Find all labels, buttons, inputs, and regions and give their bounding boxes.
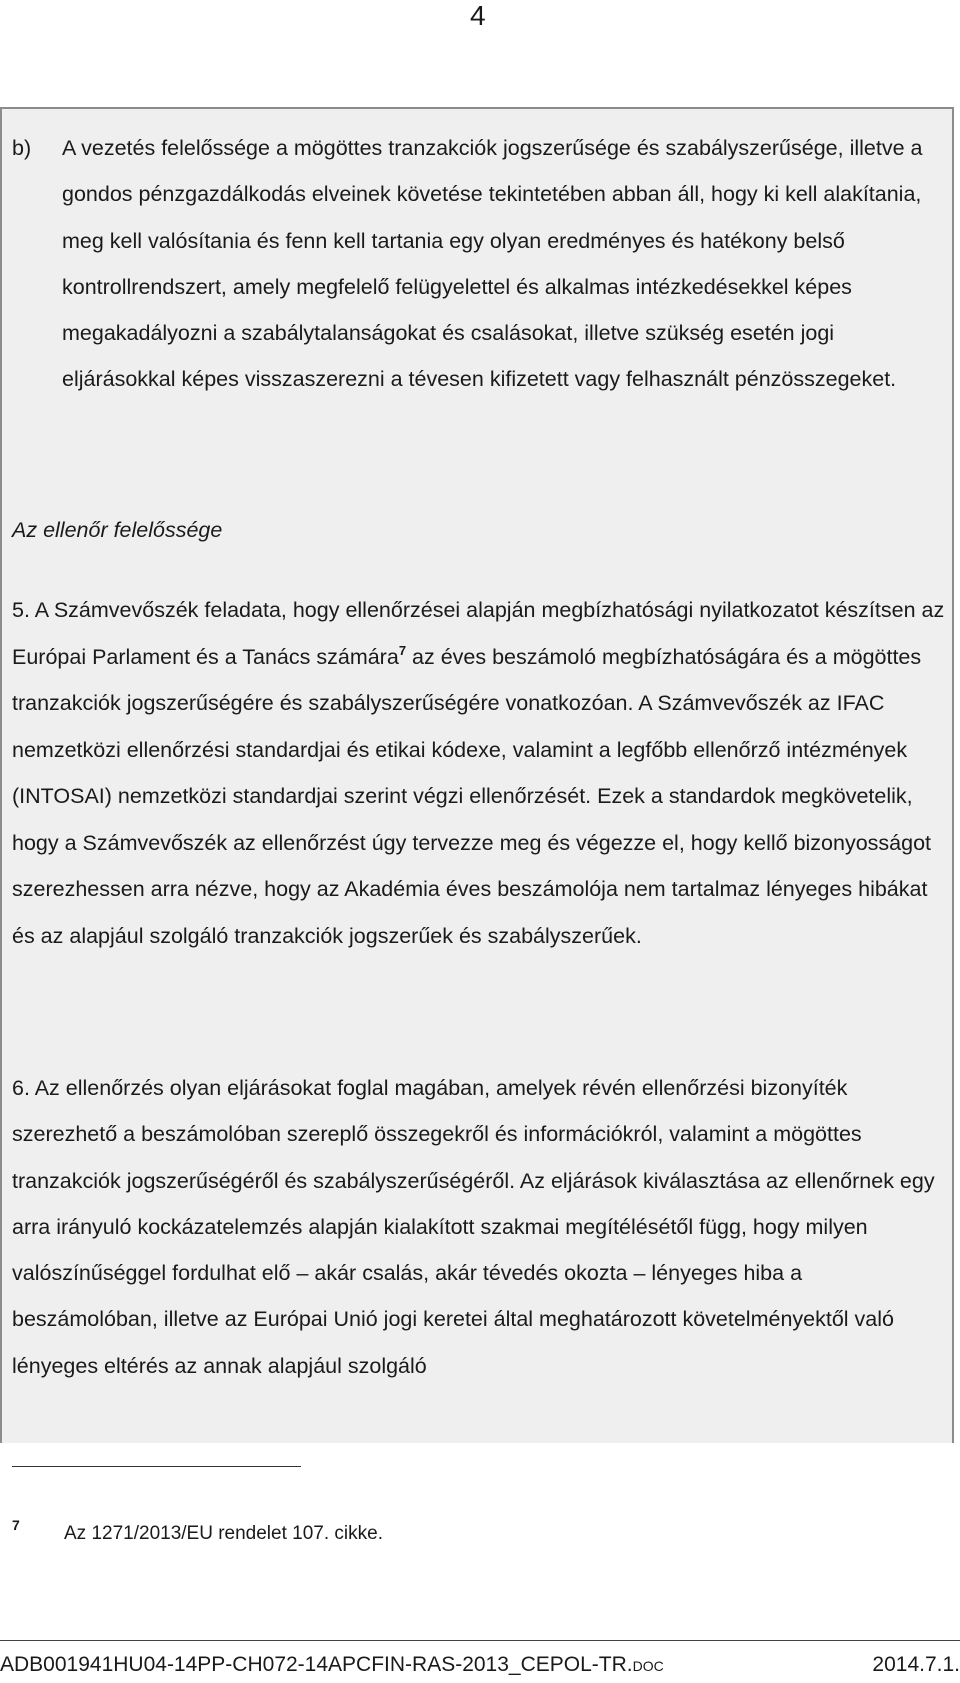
paragraph-b-label: b) (12, 136, 32, 160)
paragraph-b-text: A vezetés felelőssége a mögöttes tranzakciók jogszerűsége és szabályszerűsége, illetve a gondos pénzgazdálkodás elveinek követése tekintetében abban áll, hogy ki kell alakítania, meg kell valósítania és fenn kell tartania egy olyan eredményes és hatékony belső kontrollrendszert, amely megfelelő felügyelettel és alkalmas intézkedésekkel képes megakadályozni a szabálytalanságokat és csalásokat, illetve szükség esetén jogi eljárásokkal képes visszaszerezni a tévesen kifizetett vagy felhasznált pénzösszegeket. (62, 136, 923, 392)
section-heading: Az ellenőr felelőssége (12, 518, 223, 542)
paragraph-5-text-start: 5. A Számvevőszék feladata, hogy ellenőrzései alapján megbízhatósági nyilatkozatot készítsen az Európai Parlament és a Tanács számára (12, 598, 945, 669)
footnote-text: Az 1271/2013/EU rendelet 107. cikke. (64, 1523, 383, 1544)
document-extension: DOC (632, 1658, 664, 1674)
paragraph-6: 6. Az ellenőrzés olyan eljárásokat foglal magában, amelyek révén ellenőrzési bizonyíték szerezhető a beszámolóban szereplő összegekről és információkról, valamint a mögöttes tranzakciók jogszerűségéről és szabályszerűségéről. Az eljárások kiválasztása az ellenőrnek egy arra irányuló kockázatelemzés alapján kialakított szakmai megítélésétől függ, hogy milyen valószínűséggel fordulhat elő – akár csalás, akár tévedés okozta – lényeges hiba a beszámolóban, illetve az Európai Unió jogi keretei által meghatározott követelményektől való lényeges eltérés az annak alapjául szolgáló (12, 1076, 935, 1378)
footnote-separator (12, 1466, 301, 1467)
paragraph-b (12, 125, 942, 403)
footer-separator (0, 1640, 960, 1641)
footnote (12, 1517, 383, 1545)
page-number: 4 (470, 0, 486, 31)
document-reference-name: ADB001941HU04-14PP-CH072-14APCFIN-RAS-2013_CEPOL-TR. (0, 1653, 633, 1676)
document-reference (0, 1653, 664, 1677)
paragraph-5 (12, 587, 946, 959)
paragraph-5-text-end: az éves beszámoló megbízhatóságára és a mögöttes tranzakciók jogszerűségére és szabályszerűségére vonatkozóan. A Számvevőszék az IFAC nemzetközi ellenőrzési standardjai és etikai kódexe, valamint a legfőbb ellenőrző intézmények (INTOSAI) nemzetközi standardjai szerint végzi ellenőrzését. Ezek a standardok megkövetelik, hogy a Számvevőszék az ellenőrzést úgy tervezze meg és végezze el, hogy kellő bizonyosságot szerezhessen arra nézve, hogy az Akadémia éves beszámolója nem tartalmaz lényeges hibákat és az alapjául szolgáló tranzakciók jogszerűek és szabályszerűek. (12, 644, 932, 948)
footnote-number: 7 (12, 1517, 20, 1533)
footnote-reference[interactable]: 7 (398, 642, 407, 658)
document-date: 2014.7.1. (872, 1653, 960, 1676)
